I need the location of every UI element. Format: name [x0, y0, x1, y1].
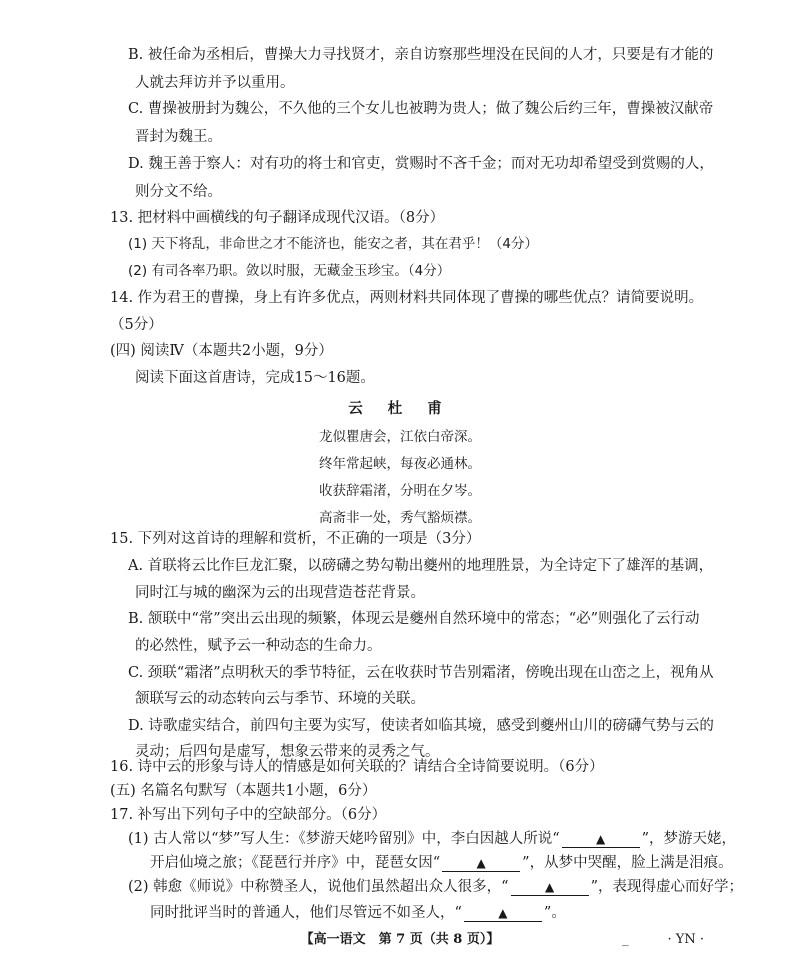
triangle-icon: ▲	[596, 832, 606, 846]
q15-option-a-line2: 同时江与城的幽深为云的出现营造苍茫背景。	[135, 585, 425, 601]
q17-item-2-line1: (2) 韩愈《师说》中称赞圣人，说他们虽然超出众人很多，“ ▲ ”，表现得虚心而好学；	[128, 879, 743, 895]
option-c-line2: 晋封为魏王。	[135, 129, 222, 145]
q15-option-d-line2: 灵动；后四句是虚写，想象云带来的灵秀之气。	[135, 744, 440, 760]
option-b-line1: B. 被任命为丞相后，曹操大力寻找贤才，亲自访察那些埋没在民间的人才，只要是有才能的	[128, 47, 714, 63]
q17-item-2-line2: 同时批评当时的普通人，他们尽管远不如圣人，“ ▲ ”。	[150, 905, 566, 921]
footer-page-number: 【高一语文 第 7 页（共 8 页）】	[300, 932, 500, 947]
poem-line: 龙似瞿唐会，江依白帝深。	[319, 429, 481, 445]
q17-item-1-line2: 开启仙境之旅；《琵琶行并序》中，琵琶女因“ ▲ ”，从梦中哭醒，脸上满是泪痕。	[150, 855, 733, 871]
q17-item-1-line1: (1) 古人常以“梦”写人生：《梦游天姥吟留别》中，李白因越人所说“ ▲ ”，梦游天姥，	[128, 831, 737, 847]
poem-line: 收获辞霜渚，分明在夕岑。	[319, 483, 481, 499]
option-b-line2: 人就去拜访并予以重用。	[135, 75, 295, 91]
answer-blank[interactable]	[511, 880, 589, 896]
q15-option-b-line1: B. 颔联中“常”突出云出现的频繁，体现云是夔州自然环境中的常态；“必”则强化了云行动	[128, 611, 700, 627]
question-13-item-1: (1) 天下将乱，非命世之才不能济也，能安之者，其在君乎！（4分）	[128, 236, 539, 252]
poem-title: 云 杜 甫	[348, 400, 452, 417]
section-4-heading: (四) 阅读Ⅳ（本题共2小题，9分）	[110, 343, 333, 359]
answer-blank[interactable]	[442, 856, 520, 872]
q15-option-a-line1: A. 首联将云比作巨龙汇聚，以磅礴之势勾勒出夔州的地理胜景，为全诗定下了雄浑的基调，	[128, 558, 714, 574]
question-17: 17. 补写出下列句子中的空缺部分。（6分）	[110, 807, 387, 823]
q15-option-d-line1: D. 诗歌虚实结合，前四句主要为实写，使读者如临其境，感受到夔州山川的磅礴气势与云的	[128, 718, 714, 734]
q15-option-b-line2: 的必然性，赋予云一种动态的生命力。	[135, 638, 382, 654]
q15-option-c-line1: C. 颈联“霜渚”点明秋天的季节特征，云在收获时节告别霜渚，傍晚出现在山峦之上，视角从	[128, 665, 714, 681]
option-c-line1: C. 曹操被册封为魏公，不久他的三个女儿也被聘为贵人；做了魏公后约三年，曹操被汉献帝	[128, 101, 714, 117]
option-d-line1: D. 魏王善于察人：对有功的将士和官吏，赏赐时不吝千金；而对无功却希望受到赏赐的人，	[128, 156, 714, 172]
answer-blank[interactable]	[464, 906, 542, 922]
poem-line: 高斋非一处，秀气豁烦襟。	[319, 510, 481, 526]
q15-option-c-line2: 颔联写云的动态转向云与季节、环境的关联。	[135, 691, 425, 707]
triangle-icon: ▲	[544, 880, 555, 894]
question-14-line1: 14. 作为君王的曹操，身上有许多优点，两则材料共同体现了曹操的哪些优点？请简要说明。	[110, 290, 704, 306]
triangle-icon: ▲	[476, 856, 486, 870]
question-14-line2: （5分）	[110, 317, 163, 333]
question-13-item-2: (2) 有司各率乃职。敛以时服，无藏金玉珍宝。（4分）	[128, 263, 451, 279]
question-13: 13. 把材料中画横线的句子翻译成现代汉语。（8分）	[110, 210, 445, 226]
option-d-line2: 则分文不给。	[135, 184, 222, 200]
question-15: 15. 下列对这首诗的理解和赏析，不正确的一项是（3分）	[110, 531, 481, 547]
footer-code: _ · YN ·	[622, 932, 704, 947]
question-16: 16. 诗中云的形象与诗人的情感是如何关联的？请结合全诗简要说明。（6分）	[110, 759, 604, 775]
reading-instruction: 阅读下面这首唐诗，完成15～16题。	[135, 370, 375, 386]
section-5-heading: (五) 名篇名句默写（本题共1小题，6分）	[110, 783, 377, 799]
answer-blank[interactable]	[562, 832, 640, 848]
triangle-icon: ▲	[498, 906, 508, 920]
poem-line: 终年常起峡，每夜必通林。	[319, 456, 481, 472]
